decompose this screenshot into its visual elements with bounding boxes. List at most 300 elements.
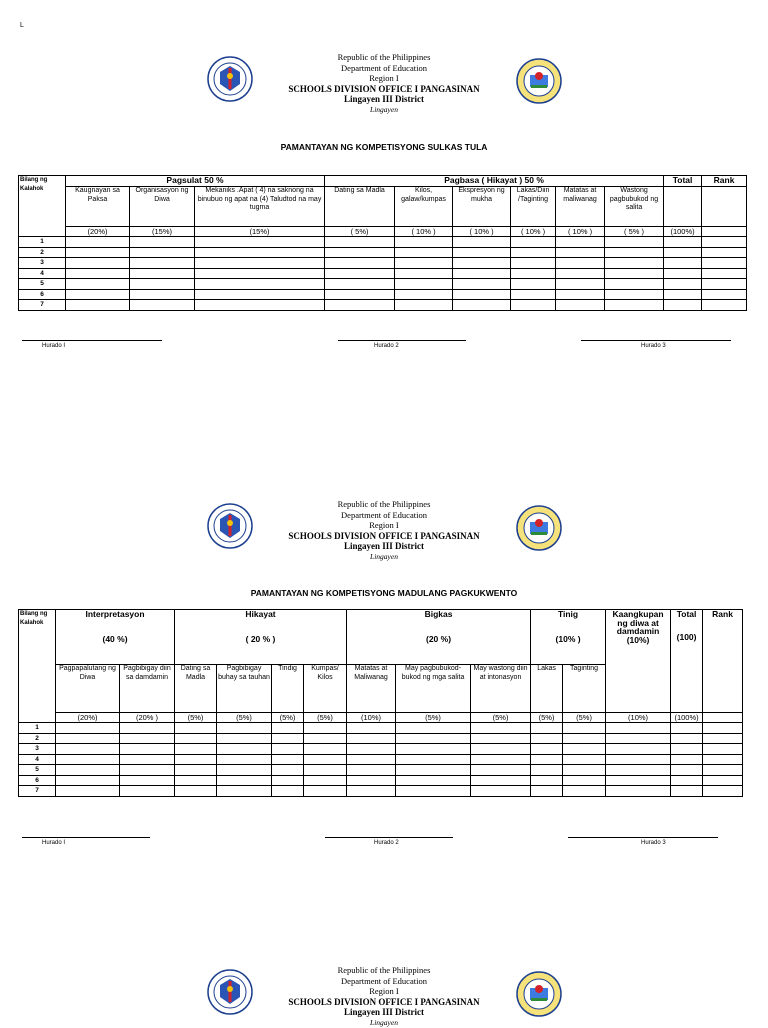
corner-mark: L [20, 22, 24, 29]
score-cell[interactable] [56, 765, 120, 776]
score-cell[interactable] [531, 775, 563, 786]
score-cell[interactable] [606, 754, 671, 765]
score-cell[interactable] [702, 300, 747, 311]
score-cell[interactable] [56, 754, 120, 765]
criterion: Lakas [531, 665, 563, 713]
judge-signature-1[interactable] [22, 837, 150, 846]
score-cell[interactable] [703, 775, 743, 786]
group-title: Kaangkupan ng diwa at damdamin [612, 609, 664, 636]
judge-signature-1[interactable] [22, 340, 162, 349]
judge-name: Hurado 3 [641, 343, 666, 349]
score-cell[interactable] [395, 279, 453, 290]
score-cell[interactable] [304, 733, 347, 744]
score-cell[interactable] [605, 289, 664, 300]
score-cell[interactable] [347, 733, 396, 744]
score-cell[interactable] [120, 765, 175, 776]
group-pagbasa: Pagbasa ( Hikayat ) 50 % [325, 176, 664, 187]
score-cell[interactable] [120, 786, 175, 797]
score-cell[interactable] [347, 723, 396, 734]
score-cell[interactable] [120, 775, 175, 786]
empty-cell [664, 187, 702, 227]
group-percent: (40 %) [102, 633, 128, 644]
score-cell[interactable] [130, 237, 195, 248]
judge-name: Hurado 2 [374, 840, 399, 846]
score-cell[interactable] [703, 765, 743, 776]
score-cell[interactable] [347, 775, 396, 786]
score-cell[interactable] [671, 775, 703, 786]
group-title: Interpretasyon [85, 609, 145, 619]
judge-name: Hurado I [42, 840, 66, 846]
score-cell[interactable] [272, 765, 304, 776]
score-cell[interactable] [511, 268, 556, 279]
percent: (10%) [347, 713, 396, 723]
group-percent: (100) [676, 631, 697, 642]
group-kaangkupan [606, 610, 671, 713]
score-cell[interactable] [605, 237, 664, 248]
criterion: Pagbibigay diin sa damdamin [120, 665, 175, 713]
score-cell[interactable] [66, 279, 130, 290]
score-cell[interactable] [396, 754, 471, 765]
score-cell[interactable] [671, 733, 703, 744]
empty-cell [702, 187, 747, 227]
table-row [19, 279, 747, 290]
score-cell[interactable] [703, 723, 743, 734]
score-cell[interactable] [563, 723, 606, 734]
score-cell[interactable] [511, 237, 556, 248]
score-cell[interactable] [217, 723, 272, 734]
table-row [19, 289, 747, 300]
score-cell[interactable] [703, 733, 743, 744]
percent: ( 10% ) [556, 227, 605, 237]
percent: (20%) [66, 227, 130, 237]
header-line-3: Region I [369, 73, 399, 83]
score-cell[interactable] [396, 744, 471, 755]
criterion: Lakas/Diin /Taginting [511, 187, 556, 227]
score-cell[interactable] [130, 300, 195, 311]
score-cell[interactable] [130, 258, 195, 269]
score-cell[interactable] [66, 247, 130, 258]
score-cell[interactable] [664, 237, 702, 248]
group-title: Hikayat [245, 609, 276, 619]
score-cell[interactable] [195, 279, 325, 290]
score-cell[interactable] [671, 765, 703, 776]
criterion: Organisasyon ng Diwa [130, 187, 195, 227]
score-cell[interactable] [531, 723, 563, 734]
table-row [19, 733, 743, 744]
score-cell[interactable] [453, 247, 511, 258]
percent: (20%) [56, 713, 120, 723]
percent: ( 10% ) [395, 227, 453, 237]
header-line-2: Department of Education [341, 509, 427, 520]
score-cell[interactable] [272, 786, 304, 797]
score-cell[interactable] [395, 258, 453, 269]
score-cell[interactable] [556, 247, 605, 258]
score-cell[interactable] [511, 247, 556, 258]
score-cell[interactable] [395, 247, 453, 258]
score-cell[interactable] [325, 258, 395, 269]
criterion: Matatas at maliwanag [556, 187, 605, 227]
score-cell[interactable] [66, 268, 130, 279]
score-cell[interactable] [511, 279, 556, 290]
score-cell[interactable] [511, 300, 556, 311]
score-cell[interactable] [325, 237, 395, 248]
score-cell[interactable] [396, 775, 471, 786]
score-cell[interactable] [531, 733, 563, 744]
score-cell[interactable] [325, 279, 395, 290]
criterion: Wastong pagbubukod ng salita [605, 187, 664, 227]
score-cell[interactable] [563, 754, 606, 765]
score-cell[interactable] [605, 258, 664, 269]
score-cell[interactable] [702, 237, 747, 248]
score-cell[interactable] [396, 765, 471, 776]
score-cell[interactable] [325, 268, 395, 279]
header-line-6: Lingayen [370, 1017, 398, 1027]
percent: ( 10% ) [511, 227, 556, 237]
score-cell[interactable] [272, 723, 304, 734]
score-cell[interactable] [56, 786, 120, 797]
row-number: 2 [19, 247, 66, 258]
table-row [19, 268, 747, 279]
header-line-4: SCHOOLS DIVISION OFFICE I PANGASINAN [288, 996, 480, 1007]
percent: (10%) [606, 713, 671, 723]
score-cell[interactable] [605, 300, 664, 311]
score-cell[interactable] [664, 268, 702, 279]
score-cell[interactable] [606, 765, 671, 776]
score-cell[interactable] [325, 247, 395, 258]
score-cell[interactable] [195, 247, 325, 258]
score-cell[interactable] [347, 744, 396, 755]
score-cell[interactable] [66, 237, 130, 248]
percent: ( 10% ) [453, 227, 511, 237]
score-cell[interactable] [395, 268, 453, 279]
table-row [19, 723, 743, 734]
criterion: Kilos, galaw/kumpas [395, 187, 453, 227]
table-row [19, 765, 743, 776]
row-number: 6 [19, 289, 66, 300]
score-cell[interactable] [130, 247, 195, 258]
score-cell[interactable] [671, 786, 703, 797]
score-cell[interactable] [471, 754, 531, 765]
criterion: Mekaniks .Apat ( 4) na saknong na binubuo ng apat na (4) Taludtod na may tugma [195, 187, 325, 227]
score-cell[interactable] [66, 289, 130, 300]
score-cell[interactable] [606, 723, 671, 734]
scoring-table-1 [18, 175, 747, 311]
criterion: Taginting [563, 665, 606, 713]
score-cell[interactable] [304, 786, 347, 797]
score-cell[interactable] [664, 289, 702, 300]
score-cell[interactable] [175, 786, 217, 797]
percent: (5%) [175, 713, 217, 723]
header-line-5: Lingayen III District [343, 1007, 424, 1017]
col-total [671, 610, 703, 713]
score-cell[interactable] [120, 754, 175, 765]
score-cell[interactable] [606, 786, 671, 797]
table-row [19, 237, 747, 248]
criterion: Kaugnayan sa Paksa [66, 187, 130, 227]
score-cell[interactable] [471, 775, 531, 786]
table-row [19, 786, 743, 797]
row-number: 3 [19, 258, 66, 269]
score-cell[interactable] [120, 723, 175, 734]
header-line-3: Region I [369, 986, 399, 996]
judge-name: Hurado 3 [641, 840, 666, 846]
header-line-5: Lingayen III District [343, 541, 424, 551]
score-cell[interactable] [606, 744, 671, 755]
score-cell[interactable] [471, 723, 531, 734]
col-bilang: Bilang ng Kalahok [19, 610, 56, 723]
table-row [19, 744, 743, 755]
score-cell[interactable] [703, 754, 743, 765]
score-cell[interactable] [671, 723, 703, 734]
percent: (5%) [396, 713, 471, 723]
judge-name: Hurado 2 [374, 343, 399, 349]
score-cell[interactable] [453, 300, 511, 311]
score-cell[interactable] [56, 775, 120, 786]
score-cell[interactable] [556, 268, 605, 279]
score-cell[interactable] [272, 744, 304, 755]
score-cell[interactable] [702, 279, 747, 290]
score-cell[interactable] [606, 733, 671, 744]
score-cell[interactable] [671, 744, 703, 755]
score-cell[interactable] [395, 300, 453, 311]
score-cell[interactable] [702, 247, 747, 258]
criterion: Ekspresyon ng mukha [453, 187, 511, 227]
empty-cell [703, 713, 743, 723]
score-cell[interactable] [217, 775, 272, 786]
percent: ( 5% ) [605, 227, 664, 237]
table-row [19, 258, 747, 269]
score-cell[interactable] [531, 786, 563, 797]
score-cell[interactable] [175, 744, 217, 755]
score-cell[interactable] [195, 289, 325, 300]
score-cell[interactable] [511, 258, 556, 269]
score-cell[interactable] [325, 289, 395, 300]
score-cell[interactable] [130, 268, 195, 279]
table-row [19, 247, 747, 258]
criterion: Pagpapalutang ng Diwa [56, 665, 120, 713]
score-cell[interactable] [272, 733, 304, 744]
score-cell[interactable] [702, 268, 747, 279]
row-number: 2 [19, 733, 56, 744]
header-line-2: Department of Education [341, 975, 427, 986]
header-line-1: Republic of the Philippines [337, 499, 431, 509]
score-cell[interactable] [304, 765, 347, 776]
score-cell[interactable] [175, 723, 217, 734]
score-cell[interactable] [606, 775, 671, 786]
score-cell[interactable] [664, 258, 702, 269]
score-cell[interactable] [304, 723, 347, 734]
row-number: 1 [19, 237, 66, 248]
score-cell[interactable] [453, 268, 511, 279]
header-line-6: Lingayen [370, 551, 398, 561]
score-cell[interactable] [511, 289, 556, 300]
score-cell[interactable] [195, 300, 325, 311]
header-line-4: SCHOOLS DIVISION OFFICE I PANGASINAN [288, 530, 480, 541]
score-cell[interactable] [396, 786, 471, 797]
score-cell[interactable] [195, 237, 325, 248]
table-row [19, 754, 743, 765]
criterion: May wastong diin at intonasyon [471, 665, 531, 713]
percent: (100%) [664, 227, 702, 237]
score-cell[interactable] [563, 765, 606, 776]
score-cell[interactable] [531, 744, 563, 755]
score-cell[interactable] [531, 765, 563, 776]
col-bilang: Bilang ng Kalahok [19, 176, 66, 237]
header-line-1: Republic of the Philippines [337, 52, 431, 62]
scoring-table-2 [18, 609, 743, 797]
group-percent: (10%) [626, 634, 650, 645]
group-title: Tinig [557, 609, 579, 619]
criterion: Dating sa Madla [175, 665, 217, 713]
percent: (15%) [195, 227, 325, 237]
section1-title: PAMANTAYAN NG KOMPETISYONG SULKAS TULA [280, 142, 488, 152]
score-cell[interactable] [664, 247, 702, 258]
score-cell[interactable] [217, 786, 272, 797]
score-cell[interactable] [304, 744, 347, 755]
score-cell[interactable] [217, 733, 272, 744]
percent: (5%) [304, 713, 347, 723]
score-cell[interactable] [195, 258, 325, 269]
group-tinig [531, 610, 606, 665]
score-cell[interactable] [395, 289, 453, 300]
score-cell[interactable] [272, 754, 304, 765]
score-cell[interactable] [556, 300, 605, 311]
score-cell[interactable] [395, 237, 453, 248]
judge-signature-3[interactable] [568, 837, 718, 846]
score-cell[interactable] [471, 733, 531, 744]
row-number: 5 [19, 279, 66, 290]
score-cell[interactable] [396, 733, 471, 744]
row-number: 6 [19, 775, 56, 786]
score-cell[interactable] [175, 775, 217, 786]
judge-signature-3[interactable] [581, 340, 731, 349]
percent: (100%) [671, 713, 703, 723]
criterion: Kumpas/ Kilos [304, 665, 347, 713]
row-number: 3 [19, 744, 56, 755]
score-cell[interactable] [66, 258, 130, 269]
criterion: May pagbubukod-bukod ng mga salita [396, 665, 471, 713]
group-percent: (10% ) [555, 633, 581, 644]
score-cell[interactable] [304, 754, 347, 765]
percent: (5%) [563, 713, 606, 723]
row-number: 4 [19, 754, 56, 765]
score-cell[interactable] [347, 754, 396, 765]
score-cell[interactable] [175, 765, 217, 776]
score-cell[interactable] [531, 754, 563, 765]
score-cell[interactable] [703, 744, 743, 755]
score-cell[interactable] [563, 744, 606, 755]
row-number: 4 [19, 268, 66, 279]
score-cell[interactable] [703, 786, 743, 797]
score-cell[interactable] [175, 754, 217, 765]
score-cell[interactable] [605, 279, 664, 290]
score-cell[interactable] [56, 744, 120, 755]
score-cell[interactable] [563, 733, 606, 744]
score-cell[interactable] [325, 300, 395, 311]
score-cell[interactable] [130, 279, 195, 290]
header-line-5: Lingayen III District [343, 94, 424, 104]
score-cell[interactable] [702, 258, 747, 269]
table-row [19, 775, 743, 786]
score-cell[interactable] [396, 723, 471, 734]
score-cell[interactable] [556, 289, 605, 300]
score-cell[interactable] [304, 775, 347, 786]
score-cell[interactable] [556, 258, 605, 269]
judge-signature-2[interactable] [338, 340, 466, 349]
score-cell[interactable] [664, 300, 702, 311]
percent: ( 5%) [325, 227, 395, 237]
score-cell[interactable] [453, 289, 511, 300]
header-line-1: Republic of the Philippines [337, 965, 431, 975]
score-cell[interactable] [56, 733, 120, 744]
score-cell[interactable] [217, 744, 272, 755]
col-rank: Rank [703, 610, 743, 713]
group-title: Total [676, 609, 697, 619]
score-cell[interactable] [664, 279, 702, 290]
score-cell[interactable] [217, 754, 272, 765]
col-rank: Rank [702, 176, 747, 187]
score-cell[interactable] [605, 268, 664, 279]
row-number: 1 [19, 723, 56, 734]
row-number: 7 [19, 786, 56, 797]
score-cell[interactable] [272, 775, 304, 786]
score-cell[interactable] [702, 289, 747, 300]
score-cell[interactable] [453, 237, 511, 248]
score-cell[interactable] [130, 289, 195, 300]
score-cell[interactable] [66, 300, 130, 311]
score-cell[interactable] [120, 733, 175, 744]
criterion: Matatas at Maliwanag [347, 665, 396, 713]
group-pagsulat: Pagsulat 50 % [66, 176, 325, 187]
empty-cell [702, 227, 747, 237]
score-cell[interactable] [120, 744, 175, 755]
percent: (5%) [471, 713, 531, 723]
header-line-3: Region I [369, 520, 399, 530]
score-cell[interactable] [347, 786, 396, 797]
score-cell[interactable] [671, 754, 703, 765]
score-cell[interactable] [453, 279, 511, 290]
judge-signature-2[interactable] [325, 837, 453, 846]
score-cell[interactable] [556, 237, 605, 248]
score-cell[interactable] [453, 258, 511, 269]
section2-title: PAMANTAYAN NG KOMPETISYONG MADULANG PAGKUKWENTO [250, 588, 518, 598]
score-cell[interactable] [471, 744, 531, 755]
score-cell[interactable] [56, 723, 120, 734]
score-cell[interactable] [471, 765, 531, 776]
percent: (20% ) [120, 713, 175, 723]
score-cell[interactable] [347, 765, 396, 776]
percent: (15%) [130, 227, 195, 237]
score-cell[interactable] [471, 786, 531, 797]
score-cell[interactable] [563, 775, 606, 786]
row-number: 5 [19, 765, 56, 776]
score-cell[interactable] [175, 733, 217, 744]
group-interpretasyon [56, 610, 175, 665]
percent: (5%) [217, 713, 272, 723]
score-cell[interactable] [556, 279, 605, 290]
col-total: Total [664, 176, 702, 187]
criterion: Dating sa Madla [325, 187, 395, 227]
score-cell[interactable] [563, 786, 606, 797]
score-cell[interactable] [195, 268, 325, 279]
judge-name: Hurado I [42, 343, 66, 349]
table-row [19, 300, 747, 311]
percent: (5%) [531, 713, 563, 723]
criterion: Tindig [272, 665, 304, 713]
group-hikayat [175, 610, 347, 665]
score-cell[interactable] [605, 247, 664, 258]
score-cell[interactable] [217, 765, 272, 776]
